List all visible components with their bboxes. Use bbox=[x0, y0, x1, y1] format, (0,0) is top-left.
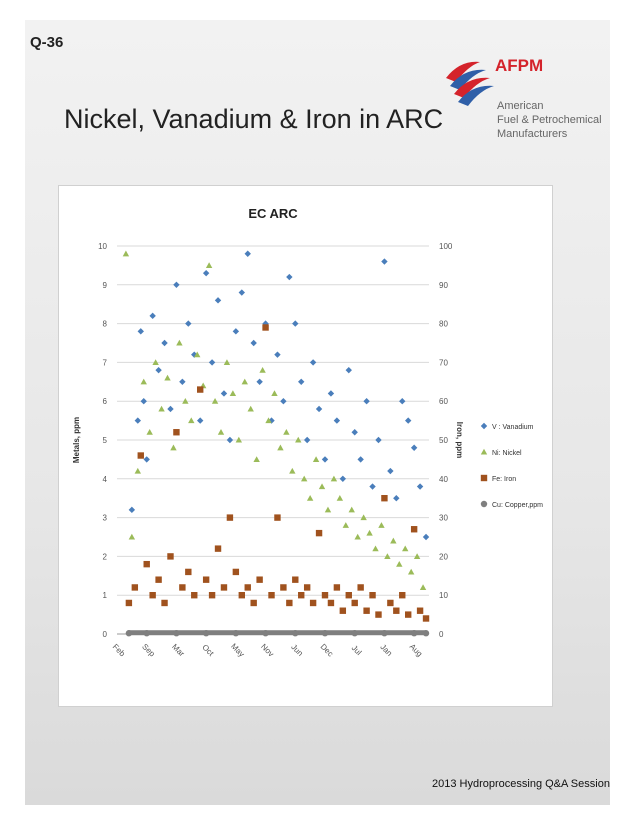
data-point-fe bbox=[126, 600, 132, 606]
data-point-v bbox=[185, 320, 191, 326]
data-point-ni bbox=[135, 468, 141, 474]
legend-marker bbox=[481, 449, 487, 455]
data-point-v bbox=[346, 367, 352, 373]
data-point-fe bbox=[185, 569, 191, 575]
y-tick-label: 3 bbox=[102, 513, 107, 523]
data-point-fe bbox=[334, 584, 340, 590]
data-point-v bbox=[363, 398, 369, 404]
y2-tick-label: 10 bbox=[439, 591, 448, 601]
data-point-fe bbox=[179, 584, 185, 590]
data-point-fe bbox=[310, 600, 316, 606]
y-tick-label: 1 bbox=[102, 591, 107, 601]
data-point-cu bbox=[352, 630, 358, 636]
data-point-fe bbox=[375, 611, 381, 617]
data-point-ni bbox=[349, 507, 355, 513]
y-tick-label: 6 bbox=[102, 397, 107, 407]
data-point-ni bbox=[164, 375, 170, 381]
data-point-ni bbox=[253, 456, 259, 462]
y2-tick-label: 50 bbox=[439, 436, 448, 445]
y-tick-label: 10 bbox=[98, 242, 107, 251]
x-tick-label: Nov bbox=[259, 642, 276, 659]
data-point-v bbox=[203, 270, 209, 276]
y2-tick-label: 100 bbox=[439, 242, 453, 251]
data-point-ni bbox=[319, 483, 325, 489]
data-point-ni bbox=[289, 468, 295, 474]
y-tick-label: 4 bbox=[102, 474, 107, 484]
data-point-fe bbox=[298, 592, 304, 598]
data-point-fe bbox=[209, 592, 215, 598]
x-tick-label: Sep bbox=[140, 642, 157, 659]
data-point-v bbox=[155, 367, 161, 373]
data-point-ni bbox=[188, 417, 194, 423]
data-point-fe bbox=[167, 553, 173, 559]
data-point-fe bbox=[197, 386, 203, 392]
data-point-ni bbox=[337, 495, 343, 501]
afpm-flag-icon bbox=[440, 52, 496, 108]
y-tick-label: 0 bbox=[102, 630, 107, 639]
data-point-fe bbox=[346, 592, 352, 598]
data-point-v bbox=[239, 289, 245, 295]
data-point-v bbox=[256, 379, 262, 385]
x-tick-label: Dec bbox=[318, 642, 335, 659]
data-point-v bbox=[274, 351, 280, 357]
data-point-ni bbox=[259, 367, 265, 373]
y2-tick-label: 20 bbox=[439, 552, 448, 562]
data-point-v bbox=[375, 437, 381, 443]
data-point-ni bbox=[283, 429, 289, 435]
data-point-cu bbox=[126, 630, 132, 636]
logo-line-3: Manufacturers bbox=[497, 128, 568, 140]
y2-tick-label: 90 bbox=[439, 280, 448, 290]
data-point-v bbox=[173, 282, 179, 288]
data-point-fe bbox=[203, 576, 209, 582]
data-point-fe bbox=[132, 584, 138, 590]
legend-marker bbox=[481, 501, 487, 507]
data-point-ni bbox=[230, 390, 236, 396]
data-point-fe bbox=[352, 600, 358, 606]
data-point-cu bbox=[423, 630, 429, 636]
afpm-logo bbox=[440, 52, 610, 172]
data-point-fe bbox=[239, 592, 245, 598]
data-point-fe bbox=[227, 514, 233, 520]
data-point-v bbox=[381, 258, 387, 264]
data-point-v bbox=[304, 437, 310, 443]
data-point-fe bbox=[274, 514, 280, 520]
data-point-fe bbox=[387, 600, 393, 606]
data-point-v bbox=[215, 297, 221, 303]
data-point-ni bbox=[313, 456, 319, 462]
data-point-v bbox=[334, 417, 340, 423]
data-point-fe bbox=[328, 600, 334, 606]
legend-label: Cu: Copper,ppm bbox=[492, 502, 543, 509]
data-point-fe bbox=[233, 569, 239, 575]
y2-tick-label: 70 bbox=[439, 358, 448, 368]
legend-marker bbox=[481, 475, 487, 481]
data-point-ni bbox=[206, 262, 212, 268]
data-point-fe bbox=[245, 584, 251, 590]
logo-name: AFPM bbox=[495, 56, 544, 75]
y-axis-label: Metals, ppm bbox=[72, 416, 81, 464]
footer-text: 2013 Hydroprocessing Q&A Session bbox=[432, 778, 610, 790]
x-tick-label: Aug bbox=[407, 642, 425, 659]
data-point-fe bbox=[411, 526, 417, 532]
y2-tick-label: 80 bbox=[439, 319, 448, 329]
data-point-fe bbox=[149, 592, 155, 598]
data-point-v bbox=[411, 445, 417, 451]
data-point-v bbox=[197, 417, 203, 423]
data-point-v bbox=[280, 398, 286, 404]
data-point-v bbox=[179, 379, 185, 385]
data-point-v bbox=[369, 483, 375, 489]
data-point-fe bbox=[268, 592, 274, 598]
data-point-ni bbox=[123, 251, 129, 257]
data-point-v bbox=[292, 320, 298, 326]
data-point-ni bbox=[390, 538, 396, 544]
data-point-v bbox=[221, 390, 227, 396]
data-point-fe bbox=[256, 576, 262, 582]
data-point-fe bbox=[381, 495, 387, 501]
data-point-ni bbox=[354, 534, 360, 540]
data-point-cu bbox=[381, 630, 387, 636]
data-point-fe bbox=[292, 576, 298, 582]
data-point-fe bbox=[155, 576, 161, 582]
data-point-fe bbox=[250, 600, 256, 606]
data-point-ni bbox=[129, 534, 135, 540]
data-point-v bbox=[250, 340, 256, 346]
data-point-ni bbox=[242, 379, 248, 385]
data-point-v bbox=[135, 417, 141, 423]
x-tick-label: Feb bbox=[110, 642, 127, 659]
y2-tick-label: 40 bbox=[439, 474, 448, 484]
x-tick-label: Oct bbox=[200, 642, 216, 658]
data-point-ni bbox=[271, 390, 277, 396]
data-point-v bbox=[393, 495, 399, 501]
data-point-fe bbox=[417, 608, 423, 614]
logo-line-1: American bbox=[497, 100, 544, 112]
data-point-ni bbox=[307, 495, 313, 501]
x-tick-label: Jul bbox=[349, 643, 364, 658]
data-point-cu bbox=[292, 630, 298, 636]
data-point-fe bbox=[144, 561, 150, 567]
y-tick-label: 8 bbox=[102, 319, 107, 329]
data-point-fe bbox=[423, 615, 429, 621]
y-tick-label: 7 bbox=[102, 358, 107, 368]
data-point-fe bbox=[399, 592, 405, 598]
data-point-v bbox=[298, 379, 304, 385]
slide-title: Nickel, Vanadium & Iron in ARC bbox=[64, 104, 444, 134]
data-point-cu bbox=[233, 630, 239, 636]
data-point-ni bbox=[218, 429, 224, 435]
data-point-ni bbox=[325, 507, 331, 513]
data-point-fe bbox=[173, 429, 179, 435]
y2-tick-label: 30 bbox=[439, 513, 448, 523]
data-point-v bbox=[161, 340, 167, 346]
data-point-ni bbox=[366, 530, 372, 536]
legend-label: V : Vanadium bbox=[492, 424, 534, 431]
data-point-ni bbox=[408, 569, 414, 575]
data-point-fe bbox=[191, 592, 197, 598]
data-point-ni bbox=[176, 340, 182, 346]
data-point-fe bbox=[405, 611, 411, 617]
question-number: Q-36 bbox=[30, 34, 64, 51]
data-point-v bbox=[357, 456, 363, 462]
data-point-ni bbox=[170, 445, 176, 451]
data-point-v bbox=[286, 274, 292, 280]
x-tick-label: Mar bbox=[170, 642, 187, 659]
data-point-fe bbox=[363, 608, 369, 614]
data-point-ni bbox=[402, 545, 408, 551]
data-point-fe bbox=[138, 452, 144, 458]
data-point-cu bbox=[144, 630, 150, 636]
data-point-v bbox=[141, 398, 147, 404]
y2-tick-label: 60 bbox=[439, 397, 448, 407]
data-point-v bbox=[310, 359, 316, 365]
data-point-v bbox=[144, 456, 150, 462]
data-point-v bbox=[209, 359, 215, 365]
y-tick-label: 5 bbox=[102, 436, 107, 445]
data-point-fe bbox=[262, 324, 268, 330]
x-tick-label: Jun bbox=[289, 642, 305, 658]
y2-axis-label: Iron, ppm bbox=[455, 421, 464, 459]
data-point-v bbox=[399, 398, 405, 404]
y2-tick-label: 0 bbox=[439, 630, 444, 639]
data-point-cu bbox=[262, 630, 268, 636]
data-point-ni bbox=[372, 545, 378, 551]
y-tick-label: 2 bbox=[102, 552, 107, 562]
data-point-ni bbox=[378, 522, 384, 528]
data-point-cu bbox=[203, 630, 209, 636]
data-point-cu bbox=[173, 630, 179, 636]
legend-marker bbox=[481, 423, 487, 429]
data-point-v bbox=[417, 483, 423, 489]
data-point-fe bbox=[357, 584, 363, 590]
legend-label: Ni: Nickel bbox=[492, 450, 522, 457]
data-point-cu bbox=[322, 630, 328, 636]
data-point-v bbox=[227, 437, 233, 443]
data-point-fe bbox=[286, 600, 292, 606]
data-point-v bbox=[245, 251, 251, 257]
x-tick-label: May bbox=[229, 641, 247, 659]
data-point-fe bbox=[280, 584, 286, 590]
data-point-fe bbox=[393, 608, 399, 614]
logo-line-2: Fuel & Petrochemical bbox=[497, 114, 602, 126]
chart-title: EC ARC bbox=[248, 206, 298, 221]
data-point-ni bbox=[141, 379, 147, 385]
data-point-fe bbox=[304, 584, 310, 590]
data-point-fe bbox=[161, 600, 167, 606]
data-point-v bbox=[322, 456, 328, 462]
scatter-chart bbox=[59, 186, 552, 706]
data-point-fe bbox=[221, 584, 227, 590]
data-point-v bbox=[233, 328, 239, 334]
data-point-v bbox=[340, 476, 346, 482]
data-point-cu bbox=[411, 630, 417, 636]
data-point-v bbox=[328, 390, 334, 396]
data-point-ni bbox=[420, 584, 426, 590]
data-point-ni bbox=[158, 406, 164, 412]
data-point-ni bbox=[277, 445, 283, 451]
data-point-ni bbox=[146, 429, 152, 435]
data-point-v bbox=[138, 328, 144, 334]
data-point-v bbox=[167, 406, 173, 412]
data-point-v bbox=[129, 507, 135, 513]
data-point-v bbox=[387, 468, 393, 474]
data-point-fe bbox=[369, 592, 375, 598]
chart-frame bbox=[58, 185, 553, 707]
data-point-v bbox=[316, 406, 322, 412]
data-point-v bbox=[352, 429, 358, 435]
data-point-fe bbox=[316, 530, 322, 536]
y-tick-label: 9 bbox=[102, 280, 107, 290]
data-point-v bbox=[423, 534, 429, 540]
data-point-ni bbox=[396, 561, 402, 567]
data-point-fe bbox=[215, 545, 221, 551]
data-point-ni bbox=[343, 522, 349, 528]
legend-label: Fe: Iron bbox=[492, 476, 517, 483]
data-point-v bbox=[405, 417, 411, 423]
data-point-fe bbox=[340, 608, 346, 614]
data-point-v bbox=[149, 313, 155, 319]
data-point-ni bbox=[248, 406, 254, 412]
data-point-fe bbox=[322, 592, 328, 598]
x-tick-label: Jan bbox=[378, 642, 394, 658]
